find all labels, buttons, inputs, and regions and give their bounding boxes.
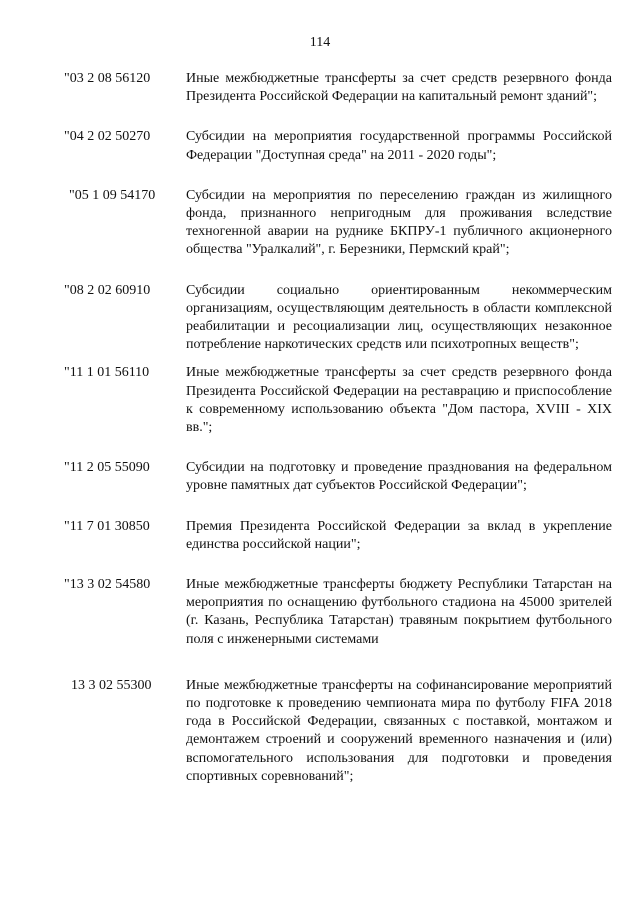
budget-description: Иные межбюджетные трансферты за счет средств резервного фонда Президента Российской Федерации на реставрацию и приспособление к современному использованию объекта "Дом пастора, XVIII - XIX вв."; [186,365,612,436]
budget-code: "04 2 02 50270 [64,129,151,145]
budget-code: "11 7 01 30850 [64,518,150,534]
budget-description: Иные межбюджетные трансферты бюджету Республики Татарстан на мероприятия по оснащению футбольного стадиона на 45000 зрителей (г. Казань, Республика Татарстан) травяным покрытием футбольного поля с инженерными системами [186,577,612,647]
budget-code: "11 1 01 56110 [64,365,150,381]
budget-code: "13 3 02 54580 [64,577,151,593]
budget-description: Субсидии на подготовку и проведение празднования на федеральном уровне памятных дат субъектов Российской Федерации"; [186,460,612,494]
list-item [64,187,612,260]
page-number: 114 [309,35,331,50]
budget-description: Субсидии на мероприятия государственной программы Российской Федерации "Доступная среда" на 2011 - 2020 годы"; [186,129,612,163]
budget-code: "08 2 02 60910 [64,282,151,298]
list-item [64,677,612,786]
budget-code: "05 1 09 54170 [69,187,156,203]
list-item [64,364,612,437]
budget-code-list [64,70,612,808]
budget-description: Премия Президента Российской Федерации за вклад в укрепление единства российской нации"; [186,518,612,552]
budget-description: Субсидии социально ориентированным некоммерческим организациям, осуществляющим деятельность в области комплексной реабилитации и ресоциализации лиц, осуществляющих незаконное потребление наркотических средств или психотропных веществ"; [186,282,612,353]
list-item [64,282,612,355]
list-item [64,518,612,554]
budget-code: 13 3 02 55300 [71,677,152,693]
budget-code: "11 2 05 55090 [64,460,150,476]
budget-description: Иные межбюджетные трансферты на софинансирование мероприятий по подготовке к проведению чемпионата мира по футболу FIFA 2018 года в Российской Федерации, связанных с поставкой, монтажом и демонтажем строений и сооружений временного назначения и (или) вспомогательного использования для подготовки и проведения спортивных соревнований"; [186,677,612,784]
list-item [64,128,612,164]
budget-description: Субсидии на мероприятия по переселению граждан из жилищного фонда, признанного непригодным для проживания вследствие техногенной аварии на руднике БКПРУ-1 публичного акционерного общества "Уралкалий", г. Березники, Пермский край"; [186,187,612,258]
list-item [64,459,612,495]
budget-code: "03 2 08 56120 [64,71,151,86]
list-item [64,70,612,106]
budget-description: Иные межбюджетные трансферты за счет средств резервного фонда Президента Российской Федерации на капитальный ремонт зданий"; [186,71,612,105]
list-item [64,576,612,649]
